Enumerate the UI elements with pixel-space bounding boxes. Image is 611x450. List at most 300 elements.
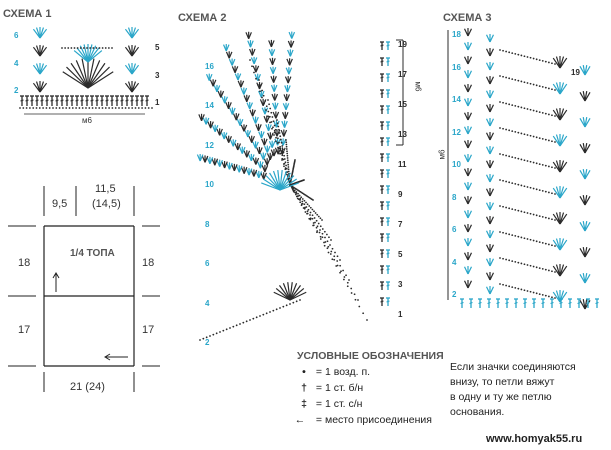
chain-dot [508,233,510,235]
chain-dot [316,214,318,216]
row-number: 7 [398,220,403,229]
chain-dot [524,133,526,135]
chain-dot [527,290,529,292]
legend-text: = 1 возд. п. [315,366,371,378]
chain-dot [278,142,280,144]
chain-dot [508,181,510,183]
chain-dot [502,102,504,104]
chain-dot [520,185,522,187]
legend-symbol-arrow-icon: ← [294,414,306,426]
chain-dot [517,236,519,238]
chain-dot [524,81,526,83]
base-stitch-bar [524,303,527,304]
chain-dot [517,106,519,108]
base-stitch-bar [479,303,482,304]
chain-dot [524,107,526,109]
foundation-stitch-bar [71,100,74,101]
row-number: 1 [155,98,160,107]
chain-dot [502,232,504,234]
chain-dot [278,129,280,131]
chain-dot [520,159,522,161]
row-number: 5 [398,250,403,259]
chain-dot [508,285,510,287]
chain-dot [328,252,330,254]
chain-dot [266,105,268,107]
chain-dot [332,248,334,250]
note-line: основания. [450,406,505,418]
foundation-stitch-bar [81,100,84,101]
chain-dot [324,237,326,239]
chain-dot [499,231,501,233]
row-number: 18 [452,30,461,39]
foundation-stitch-bar [31,100,34,101]
chain-dot [202,338,204,340]
chain-dot [554,219,556,221]
foundation-stitch-bar [116,100,119,101]
foundation-stitch-bar [146,100,149,101]
chain-dot [297,193,299,195]
foundation-stitch-bar [91,100,94,101]
row-number: 8 [452,192,457,202]
chain-dot [548,140,550,142]
chain-dot [499,153,501,155]
chain-dot [269,116,271,118]
base-stitch-bar [533,303,536,304]
scheme-1-repeat-label: м6 [82,116,92,125]
row-number: 17 [398,70,407,79]
column-stitch-bar [381,109,384,110]
chain-dot [39,107,41,109]
chain-dot [542,294,544,296]
chain-dot [42,107,44,109]
chain-dot [22,107,24,109]
scheme-2-repeat-label: м6 [413,81,423,92]
chain-dot [542,268,544,270]
chain-dot [324,231,326,233]
chain-dot [517,158,519,160]
chain-dot [293,191,295,193]
row-number: 6 [14,31,19,40]
column-stitch-bar [387,285,390,286]
chain-dot [314,217,316,219]
chain-dot [502,50,504,52]
chain-dot [536,188,538,190]
chain-dot [310,207,312,209]
chain-dot [232,326,234,328]
chain-dot [514,79,516,81]
column-stitch-bar [381,77,384,78]
chain-dot [59,107,61,109]
chain-dot [310,212,312,214]
chain-dot [278,147,280,149]
row-number: 9 [398,190,403,199]
chain-dot [524,263,526,265]
base-stitch-bar [551,303,554,304]
chain-dot [505,103,507,105]
column-stitch-bar [387,221,390,222]
foundation-stitch-bar [41,100,44,101]
chain-dot [505,77,507,79]
base-stitch-bar [569,303,572,304]
chain-dot [26,107,28,109]
chain-dot [542,112,544,114]
chain-dot [511,286,513,288]
column-stitch-bar [381,301,384,302]
chain-dot [551,218,553,220]
chain-dot [517,132,519,134]
chain-dot [292,302,294,304]
chain-dot [279,307,281,309]
chain-dot [502,154,504,156]
chain-dot [299,201,301,203]
chain-dot [312,209,314,211]
chain-dot [505,233,507,235]
chain-dot [514,131,516,133]
chain-dot [85,107,87,109]
chain-dot [505,181,507,183]
chain-dot [275,140,277,142]
row-number: 16 [452,62,461,72]
chain-dot [274,132,276,134]
chain-dot [502,258,504,260]
chain-dot [280,153,282,155]
chain-dot [272,126,274,128]
legend-symbol-single-crochet-icon: † [301,382,307,394]
chain-dot [46,107,48,109]
chain-dot [105,47,107,49]
chain-dot [508,103,510,105]
chain-dot [354,293,356,295]
column-stitch-bar [387,157,390,158]
column-stitch-bar [387,141,390,142]
row-number: 14 [452,95,461,104]
chain-dot [337,255,339,257]
chain-dot [539,137,541,139]
chain-dot [331,258,333,260]
chain-dot [65,107,67,109]
column-stitch-bar [387,93,390,94]
chain-dot [308,209,310,211]
chain-dot [315,212,317,214]
foundation-stitch-bar [61,100,64,101]
chain-dot [514,157,516,159]
foundation-stitch-bar [121,100,124,101]
chain-dot [334,252,336,254]
base-stitch-bar [542,303,545,304]
chain-dot [344,276,346,278]
foundation-stitch-bar [111,100,114,101]
chain-dot [554,115,556,117]
chain-dot [319,232,321,234]
chain-dot [305,202,307,204]
chain-dot [524,237,526,239]
chain-dot [141,107,143,109]
foundation-stitch-bar [86,100,89,101]
chain-dot [313,222,315,224]
chain-dot [357,299,359,301]
chain-dot [256,316,258,318]
chain-dot [514,209,516,211]
chain-dot [345,274,347,276]
chain-dot [98,107,100,109]
chain-dot [530,187,532,189]
chain-dot [499,257,501,259]
column-stitch-bar [387,205,390,206]
chain-dot [329,244,331,246]
chain-dot [551,166,553,168]
chain-dot [545,61,547,63]
chain-dot [517,210,519,212]
chain-dot [251,65,253,67]
chain-dot [514,287,516,289]
chain-dot [505,259,507,261]
chain-dot [533,58,535,60]
chain-dot [267,111,269,113]
chain-dot [333,255,335,257]
chain-dot [320,225,322,227]
chain-dot [287,157,289,159]
chain-dot [276,119,278,121]
foundation-stitch-bar [66,100,69,101]
foundation-stitch-bar [101,100,104,101]
chain-dot [548,114,550,116]
chain-dot [264,100,266,102]
chain-dot [95,107,97,109]
chain-dot [536,240,538,242]
chain-dot [533,214,535,216]
chain-dot [318,223,320,225]
chain-dot [542,138,544,140]
chain-dot [499,205,501,207]
chain-dot [285,139,287,141]
chain-dot [303,203,305,205]
chain-dot [320,236,322,238]
chain-dot [318,216,320,218]
chain-dot [527,238,529,240]
base-stitch-bar [596,303,599,304]
chain-dot [339,265,341,267]
chain-dot [236,324,238,326]
watermark: www.homyak55.ru [486,433,583,445]
chain-dot [286,168,288,170]
chain-dot [339,259,341,261]
chain-dot [533,162,535,164]
chain-dot [307,203,309,205]
row-number: 2 [452,290,457,299]
column-stitch-bar [381,157,384,158]
chain-dot [260,84,262,86]
foundation-stitch-bar [131,100,134,101]
chain-dot [505,51,507,53]
chain-dot [511,78,513,80]
chain-dot [80,47,82,49]
chain-dot [327,247,329,249]
chain-dot [270,112,272,114]
chain-dot [277,122,279,124]
chain-dot [502,284,504,286]
chain-dot [285,161,287,163]
foundation-stitch-bar [126,100,129,101]
chain-dot [327,240,329,242]
chain-dot [551,244,553,246]
chain-dot [258,79,260,81]
chain-dot [274,125,276,127]
row-number: 19 [571,68,580,77]
chain-dot [533,136,535,138]
chain-dot [322,236,324,238]
base-stitch-bar [560,303,563,304]
chain-dot [366,319,368,321]
chain-dot [548,270,550,272]
chain-dot [131,107,133,109]
chain-dot [530,239,532,241]
chain-dot [287,162,289,164]
chain-dot [125,107,127,109]
chain-dot [62,107,64,109]
chain-dot [545,191,547,193]
chain-dot [259,315,261,317]
chain-dot [551,296,553,298]
chain-dot [551,114,553,116]
row-number: 1 [398,310,403,319]
chain-dot [83,47,85,49]
chain-dot [79,107,81,109]
chain-dot [499,179,501,181]
chain-dot [277,137,279,139]
chain-dot [308,218,310,220]
chain-dot [271,121,273,123]
chain-dot [542,164,544,166]
chain-dot [275,129,277,131]
pattern-outline [8,186,160,392]
chain-dot [64,47,66,49]
base-stitch-bar [488,303,491,304]
chain-dot [276,133,278,135]
chain-dot [362,312,364,314]
chain-dot [288,168,290,170]
chain-dot [536,214,538,216]
chain-dot [533,292,535,294]
chain-dot [261,90,263,92]
chain-dot [343,279,345,281]
chain-dot [539,215,541,217]
chain-dot [89,47,91,49]
chain-dot [288,166,290,168]
chain-dot [319,229,321,231]
column-stitch-bar [387,173,390,174]
dim-bottom: 21 (24) [70,381,105,393]
legend-item-join [287,414,432,426]
column-stitch-bar [387,189,390,190]
foundation-stitch-bar [141,100,144,101]
chain-dot [115,107,117,109]
chain-dot [548,88,550,90]
chain-dot [542,190,544,192]
chain-dot [249,319,251,321]
chain-dot [19,107,21,109]
dim-top-right-1: 11,5 [95,183,116,195]
dim-top-left: 9,5 [52,198,68,210]
chain-dot [323,242,325,244]
chain-dot [286,146,288,148]
chain-dot [539,267,541,269]
chain-dot [112,107,114,109]
chain-dot [520,289,522,291]
chain-dot [520,107,522,109]
chain-dot [283,165,285,167]
chain-dot [77,47,79,49]
chain-dot [548,218,550,220]
chain-dot [520,55,522,57]
chain-dot [347,282,349,284]
chain-dot [280,139,282,141]
chain-dot [72,107,74,109]
chain-dot [542,216,544,218]
chain-dot [533,110,535,112]
chain-dot [285,141,287,143]
chain-dot [527,160,529,162]
foundation-stitch-bar [36,100,39,101]
chain-dot [554,245,556,247]
chain-dot [261,97,263,99]
chain-dot [287,155,289,157]
chain-dot [284,163,286,165]
chain-dot [226,328,228,330]
row-number: 6 [205,259,210,269]
chain-dot [554,167,556,169]
chain-dot [286,148,288,150]
chain-dot [517,80,519,82]
chain-dot [67,47,69,49]
chain-dot [305,211,307,213]
chain-dot [524,185,526,187]
row-number: 14 [205,101,214,111]
chain-dot [342,270,344,272]
column-stitch-bar [387,237,390,238]
chain-dot [548,166,550,168]
chain-dot [527,134,529,136]
dim-left-upper: 18 [18,257,31,269]
chain-dot [533,266,535,268]
chain-dot [554,297,556,299]
chain-dot [545,139,547,141]
chain-dot [554,89,556,91]
chain-dot [520,81,522,83]
column-stitch-bar [381,285,384,286]
chain-dot [316,227,318,229]
chain-dot [135,107,137,109]
foundation-stitch-bar [21,100,24,101]
row-number: 4 [14,58,19,68]
chain-dot [511,130,513,132]
chain-dot [317,225,319,227]
row-number: 8 [205,219,210,229]
chain-dot [502,128,504,130]
dim-right-lower: 17 [142,324,155,336]
chain-dot [539,85,541,87]
chain-dot [527,82,529,84]
chain-dot [508,129,510,131]
chain-dot [92,47,94,49]
scheme-1-title: СХЕМА 1 [3,8,52,20]
row-number: 2 [205,338,210,347]
scheme-3-repeat-label: м6 [437,149,447,160]
chain-dot [128,107,130,109]
row-number: 2 [14,86,19,95]
chain-dot [212,334,214,336]
chain-dot [530,109,532,111]
chain-dot [536,110,538,112]
